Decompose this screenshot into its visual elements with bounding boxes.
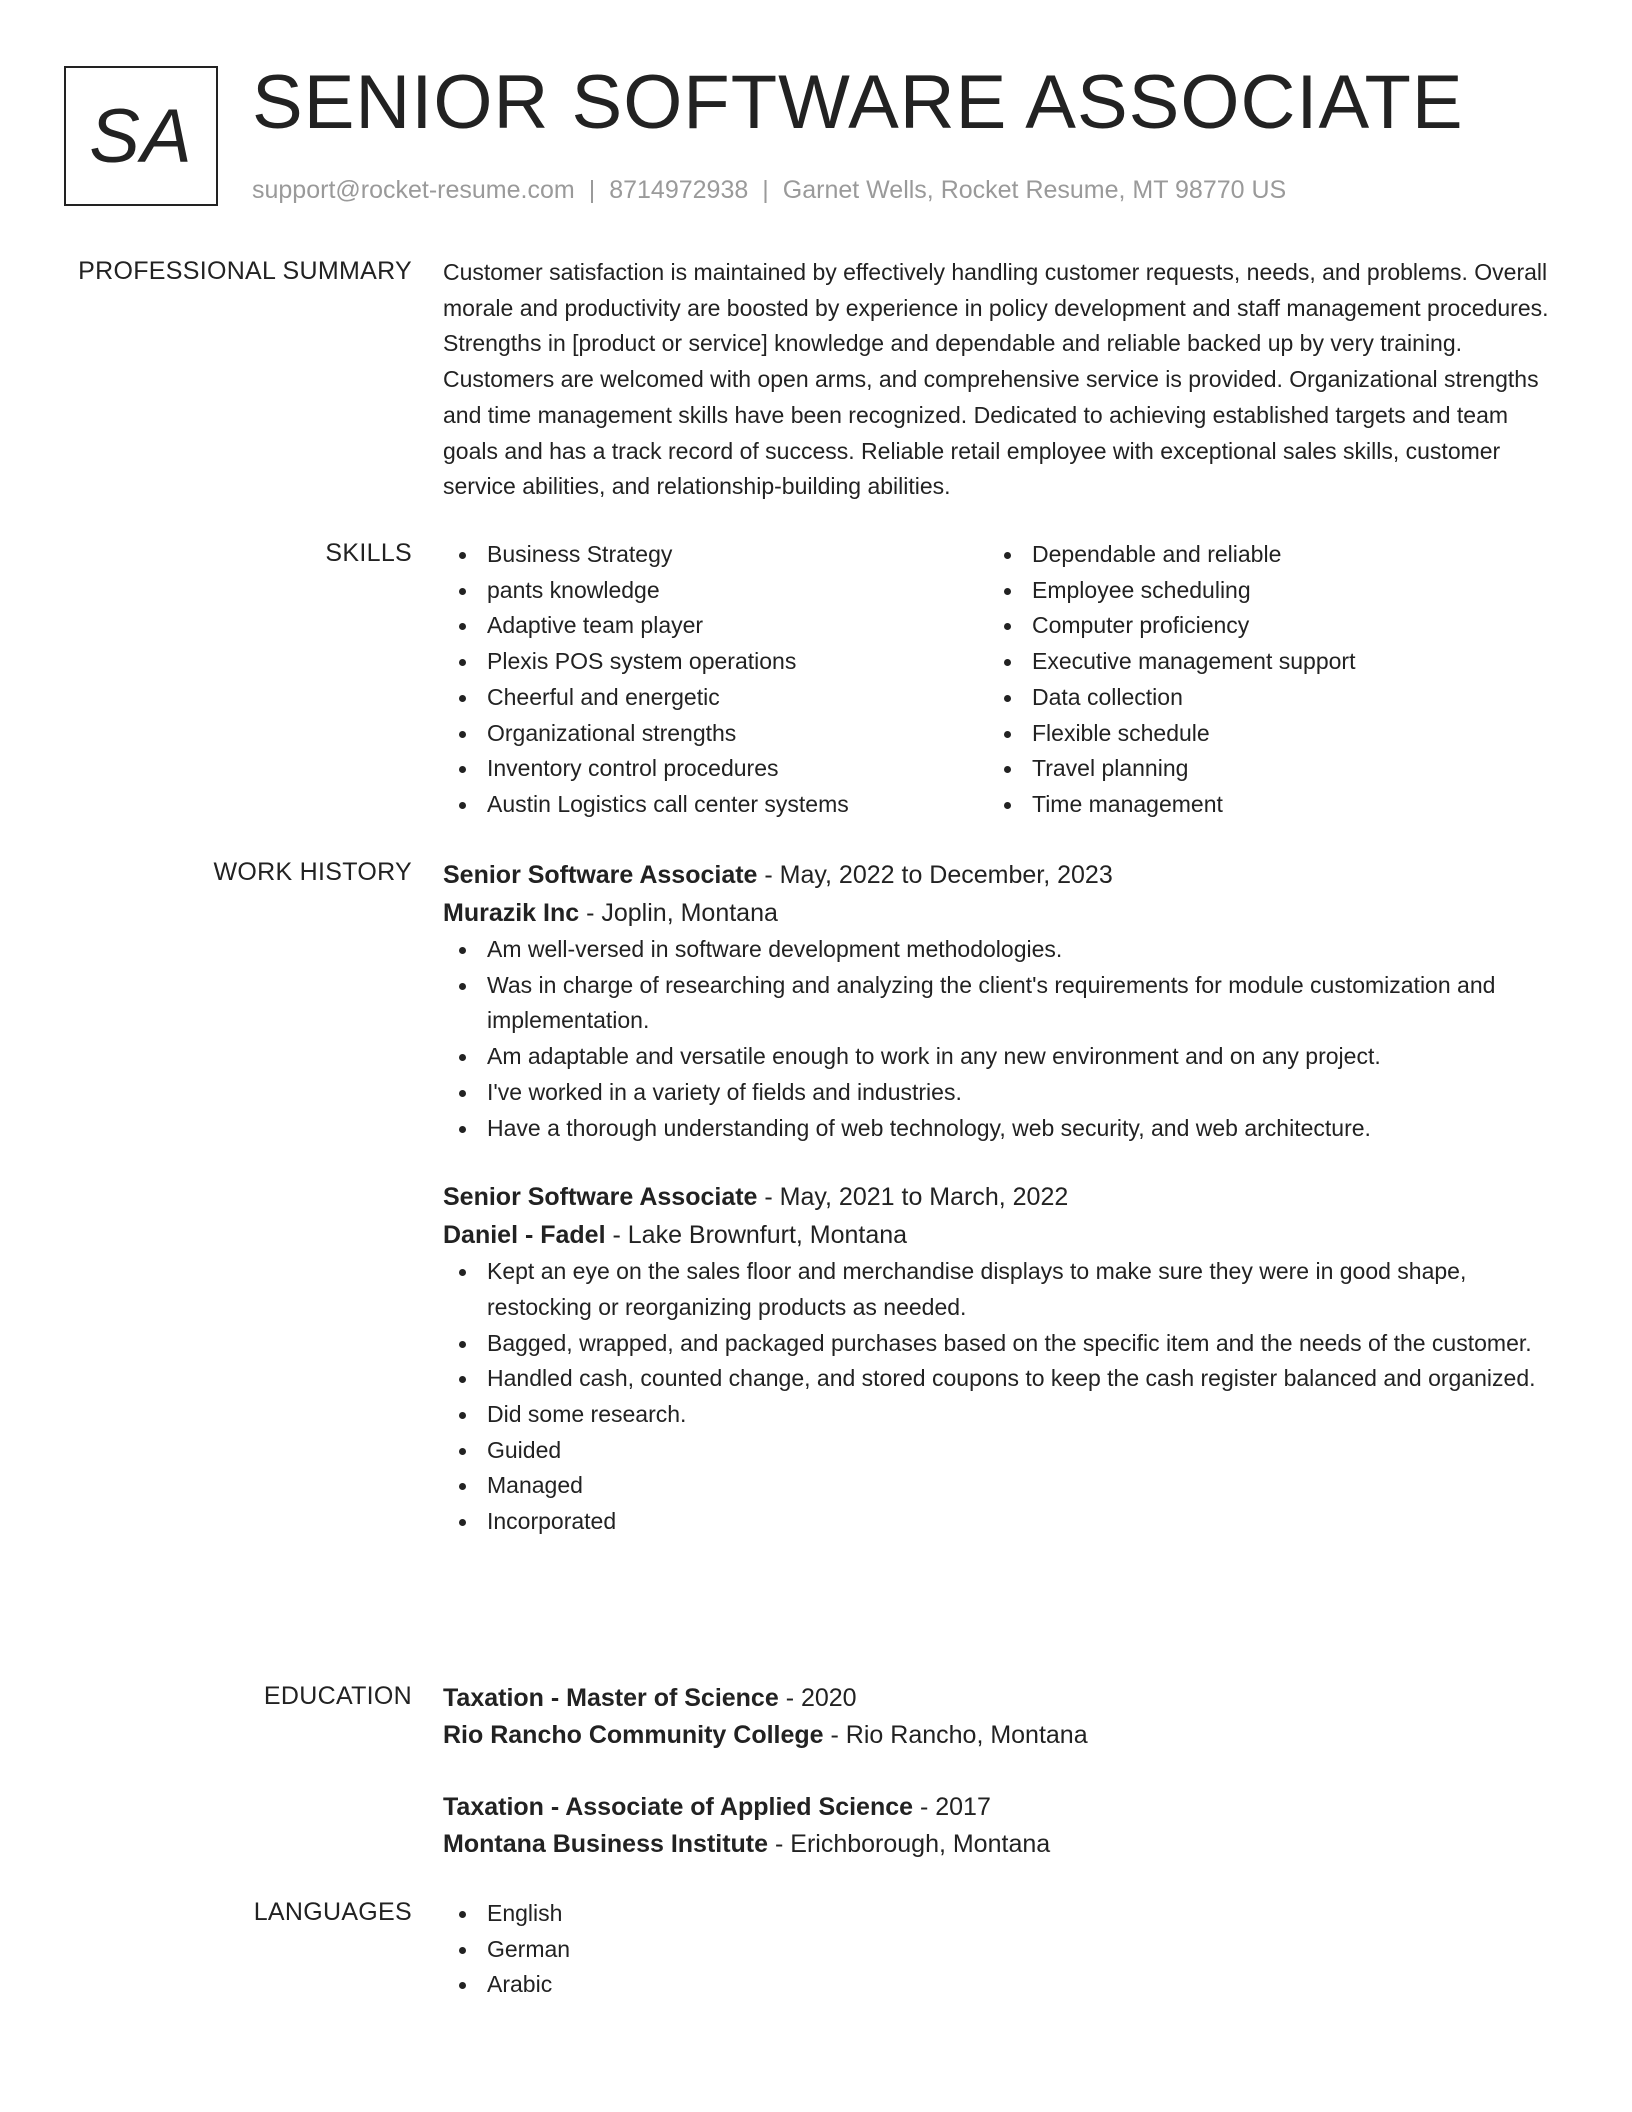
education-school: Montana Business Institute bbox=[443, 1830, 769, 1858]
skill-item: Data collection bbox=[988, 680, 1533, 716]
skill-item: Adaptive team player bbox=[443, 608, 988, 644]
job-duty: Guided bbox=[443, 1433, 1563, 1469]
languages-body bbox=[443, 1896, 1563, 2003]
job-duty: Managed bbox=[443, 1468, 1563, 1504]
education-year: - 2020 bbox=[778, 1684, 857, 1712]
job-location: - Joplin, Montana bbox=[579, 899, 778, 927]
job-duty: I've worked in a variety of fields and industries. bbox=[443, 1075, 1563, 1111]
skills-list-left bbox=[443, 537, 988, 823]
skill-item: Flexible schedule bbox=[988, 716, 1533, 752]
education-degree: Taxation - Associate of Applied Science bbox=[443, 1793, 914, 1821]
skill-item: Dependable and reliable bbox=[988, 537, 1533, 573]
job-duty: Handled cash, counted change, and stored coupons to keep the cash register balanced and organized. bbox=[443, 1361, 1563, 1397]
skills-grid bbox=[443, 537, 1563, 823]
skill-item: Executive management support bbox=[988, 644, 1533, 680]
contact-separator: | bbox=[588, 176, 596, 204]
section-title-work-history: WORK HISTORY bbox=[213, 858, 412, 886]
education-year: - 2017 bbox=[913, 1793, 991, 1821]
contact-address: Garnet Wells, Rocket Resume, MT 98770 US bbox=[782, 176, 1287, 204]
language-item: German bbox=[443, 1932, 1563, 1968]
job-duty: Was in charge of researching and analyzing the client's requirements for module customization and implementation. bbox=[443, 968, 1563, 1039]
job-role: Senior Software Associate bbox=[443, 1183, 758, 1212]
work-history-body bbox=[443, 856, 1563, 1540]
candidate-name: SENIOR SOFTWARE ASSOCIATE bbox=[252, 60, 1464, 145]
initials-monogram bbox=[64, 66, 218, 206]
skill-item: Inventory control procedures bbox=[443, 751, 988, 787]
summary-body bbox=[443, 255, 1563, 505]
contact-phone: 8714972938 bbox=[609, 176, 749, 204]
job-duty: Have a thorough understanding of web technology, web security, and web architecture. bbox=[443, 1111, 1563, 1147]
job-entry bbox=[443, 1178, 1563, 1540]
language-item: Arabic bbox=[443, 1967, 1563, 2003]
job-location: - Lake Brownfurt, Montana bbox=[605, 1221, 908, 1250]
job-duty: Am well-versed in software development methodologies. bbox=[443, 932, 1563, 968]
skill-item: Business Strategy bbox=[443, 537, 988, 573]
languages-list bbox=[443, 1896, 1563, 2003]
job-duty: Did some research. bbox=[443, 1397, 1563, 1433]
summary-text: Customer satisfaction is maintained by effectively handling customer requests, needs, and problems. Overall morale and productivity are boosted by experience in policy development and staff management procedures. Strengths in [product or service] knowledge and dependable and reliable backed up by very training. Customers are welcomed with open arms, and comprehensive service is provided. Organizational strengths and time management skills have been recognized. Dedicated to achieving established targets and team goals and has a track record of success. Reliable retail employee with exceptional sales skills, customer service abilities, and relationship-building abilities. bbox=[443, 259, 1549, 500]
contact-line bbox=[252, 174, 1286, 206]
contact-email: support@rocket-resume.com bbox=[252, 176, 575, 204]
job-duty: Kept an eye on the sales floor and merchandise displays to make sure they were in good shape, restocking or reorganizing products as needed. bbox=[443, 1254, 1563, 1325]
job-duty: Incorporated bbox=[443, 1504, 1563, 1540]
job-company: Daniel - Fadel bbox=[443, 1221, 606, 1250]
skill-item: Plexis POS system operations bbox=[443, 644, 988, 680]
education-body bbox=[443, 1680, 1563, 1863]
job-entry bbox=[443, 856, 1563, 1146]
skill-item: Cheerful and energetic bbox=[443, 680, 988, 716]
section-title-summary: PROFESSIONAL SUMMARY bbox=[78, 257, 412, 285]
education-school-line bbox=[443, 1826, 1563, 1863]
education-school-line bbox=[443, 1717, 1563, 1754]
job-dates: - May, 2021 to March, 2022 bbox=[757, 1183, 1069, 1212]
initials-text: SA bbox=[89, 93, 193, 179]
skill-item: Computer proficiency bbox=[988, 608, 1533, 644]
contact-separator: | bbox=[762, 176, 769, 204]
job-company: Murazik Inc bbox=[443, 899, 580, 927]
job-duty: Am adaptable and versatile enough to work in any new environment and on any project. bbox=[443, 1039, 1563, 1075]
job-title-line bbox=[443, 1178, 1563, 1216]
job-company-line bbox=[443, 894, 1563, 932]
skill-item: pants knowledge bbox=[443, 573, 988, 609]
education-degree-line bbox=[443, 1680, 1563, 1717]
section-title-education: EDUCATION bbox=[263, 1682, 412, 1710]
job-dates: - May, 2022 to December, 2023 bbox=[757, 861, 1113, 889]
education-school: Rio Rancho Community College bbox=[443, 1721, 824, 1749]
skills-list-right bbox=[988, 537, 1533, 823]
education-degree-line bbox=[443, 1789, 1563, 1826]
skill-item: Employee scheduling bbox=[988, 573, 1533, 609]
section-title-skills: SKILLS bbox=[325, 539, 412, 567]
skill-item: Austin Logistics call center systems bbox=[443, 787, 988, 823]
section-title-languages: LANGUAGES bbox=[253, 1898, 412, 1926]
job-duties-list bbox=[443, 932, 1563, 1146]
job-duties-list bbox=[443, 1254, 1563, 1540]
skill-item: Travel planning bbox=[988, 751, 1533, 787]
education-entry bbox=[443, 1680, 1563, 1754]
skill-item: Organizational strengths bbox=[443, 716, 988, 752]
job-duty: Bagged, wrapped, and packaged purchases based on the specific item and the needs of the customer. bbox=[443, 1326, 1563, 1362]
education-location: - Rio Rancho, Montana bbox=[823, 1721, 1088, 1749]
job-role: Senior Software Associate bbox=[443, 861, 758, 889]
education-entry bbox=[443, 1789, 1563, 1863]
job-title-line bbox=[443, 856, 1563, 894]
language-item: English bbox=[443, 1896, 1563, 1932]
education-location: - Erichborough, Montana bbox=[768, 1830, 1051, 1858]
education-degree: Taxation - Master of Science bbox=[443, 1684, 779, 1712]
job-company-line bbox=[443, 1216, 1563, 1254]
skill-item: Time management bbox=[988, 787, 1533, 823]
